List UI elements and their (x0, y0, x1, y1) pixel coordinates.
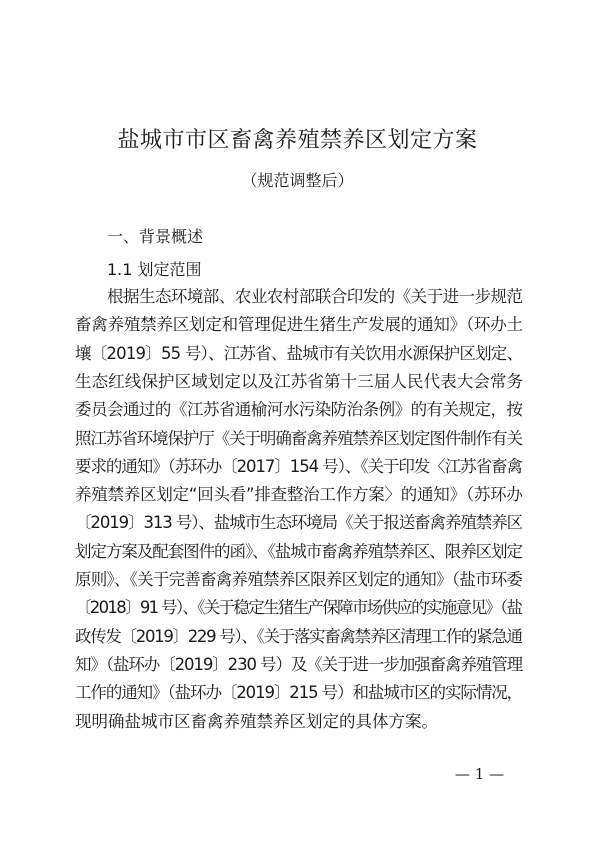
page-number: — 1 — (455, 765, 505, 783)
section-heading: 一、背景概述 (107, 227, 204, 246)
body-line: 根据生态环境部、农业农村部联合印发的《关于进一步规范 (107, 287, 523, 306)
body-line: 养殖禁养区划定“回头看”排查整治工作方案〉的通知》（苏环办 (75, 485, 523, 505)
body-line: 畜禽养殖禁养区划定和管理促进生猪生产发展的通知》（环办土 (75, 315, 523, 335)
body-line: 生态红线保护区域划定以及江苏省第十三届人民代表大会常务 (75, 371, 524, 391)
body-line: 要求的通知》（苏环办〔2017〕154 号）、《关于印发〈江苏省畜禽 (75, 456, 522, 476)
body-line: 照江苏省环境保护厅《关于明确畜禽养殖禁养区划定图件制作有关 (75, 428, 522, 448)
body-line: 壤〔2019〕55 号）、江苏省、盐城市有关饮用水源保护区划定、 (75, 343, 523, 363)
body-line: 政传发〔2019〕229 号）、《关于落实畜禽禁养区清理工作的紧急通 (75, 626, 522, 646)
document-subtitle: （规范调整后） (241, 171, 354, 190)
body-line: 原则》、《关于完善畜禽养殖禁养区限养区划定的通知》（盐市环委 (75, 570, 523, 589)
body-line: 知》（盐环办〔2019〕230 号）及《关于进一步加强畜禽养殖管理 (75, 654, 523, 674)
subsection-heading: 1.1 划定范围 (107, 260, 202, 279)
body-line: 委员会通过的《江苏省通榆河水污染防治条例》的有关规定，按 (75, 400, 523, 420)
body-line: 现明确盐城市区畜禽养殖禁养区划定的具体方案。 (75, 711, 438, 731)
body-line: 〔2019〕313 号）、盐城市生态环境局《关于报送畜禽养殖禁养区 (75, 513, 523, 533)
body-line: 工作的通知》（盐环办〔2019〕215 号）和盐城市区的实际情况， (75, 683, 523, 703)
body-line: 划定方案及配套图件的函》、《盐城市畜禽养殖禁养区、限养区划定 (75, 541, 523, 561)
body-line: 〔2018〕91 号）、《关于稳定生猪生产保障市场供应的实施意见》（盐 (75, 598, 522, 618)
document-title: 盐城市市区畜禽养殖禁养区划定方案 (117, 128, 478, 153)
